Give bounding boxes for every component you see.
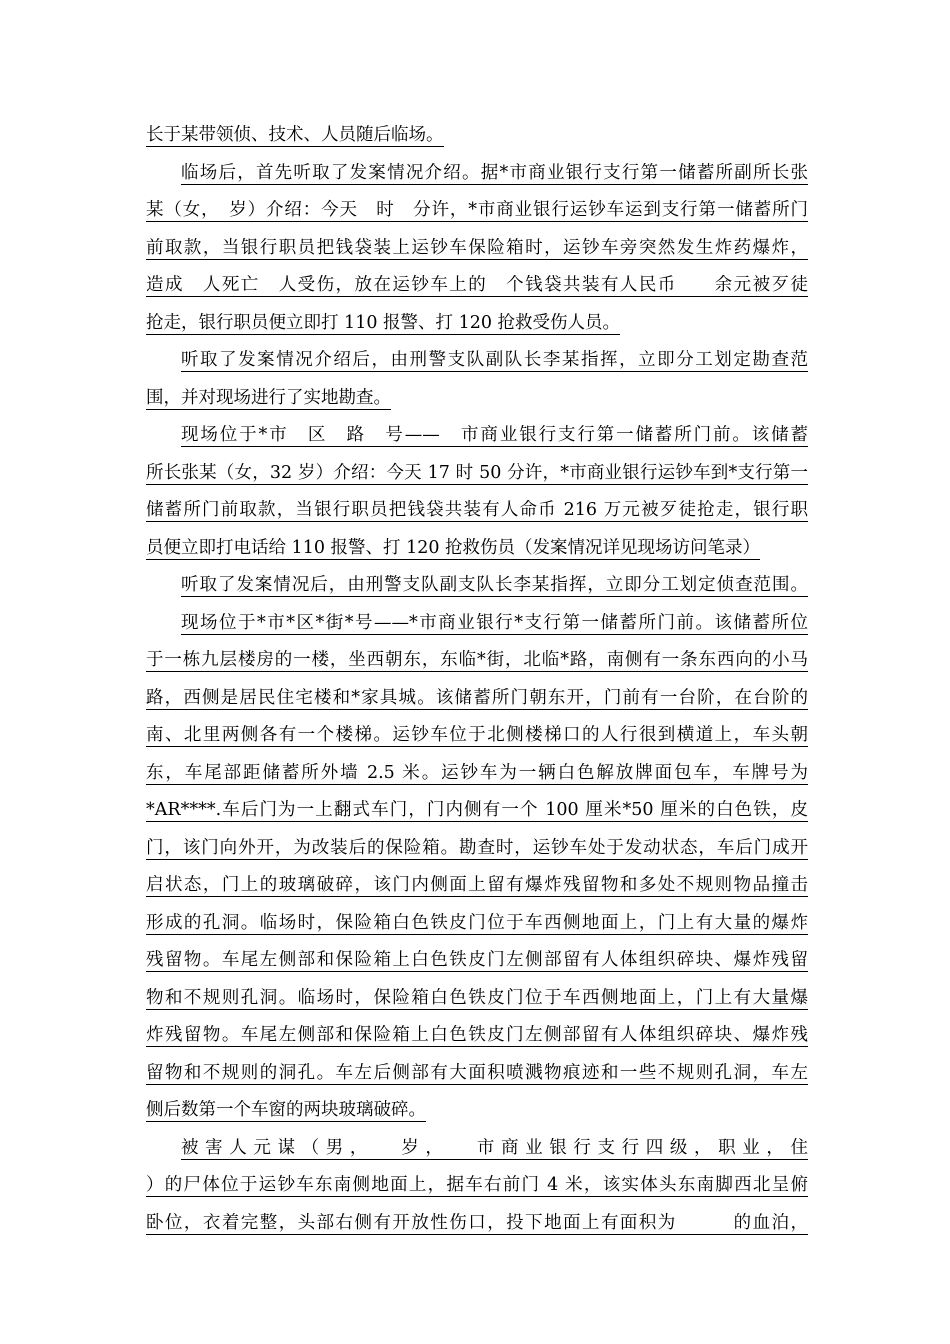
text-line [146,1205,808,1243]
text-line [146,1092,808,1130]
text-line-content: 造成 人死亡 人受伤，放在运钞车上的 个钱袋共装有人民币 余元被歹徒 [146,275,808,295]
text-line-content: 东，车尾部距储蓄所外墙 2.5 米。运钞车为一辆白色解放牌面包车，车牌号为 [146,762,808,783]
text-line-content: 临场后，首先听取了发案情况介绍。据*市商业银行支行第一储蓄所副所长张 [181,162,808,183]
text-line [146,905,808,943]
text-line-content: 残留物。车尾左侧部和保险箱上白色铁皮门左侧部留有人体组织碎块、爆炸残留 [146,950,808,970]
text-line [146,117,808,155]
text-line [146,1017,808,1055]
text-line-content: 炸残留物。车尾左侧部和保险箱上白色铁皮门左侧部留有人体组织碎块、爆炸残 [146,1025,808,1045]
text-line-content: 长于某带领侦、技术、人员随后临场。 [146,125,444,145]
text-line [146,192,808,230]
text-line [146,342,808,380]
text-line [146,230,808,268]
text-line [146,1130,808,1168]
text-line-content: 留物和不规则的洞孔。车左后侧部有大面积喷溅物痕迹和一些不规则孔洞，车左 [146,1062,808,1083]
text-line [146,792,808,830]
text-line-content: 被 害 人 元 谋 （ 男 ， 岁 ， 市 商 业 银 行 支 行 四 级 ， 职 业 ， 住 [181,1137,808,1158]
text-line [146,755,808,793]
text-line-content: 路，西侧是居民住宅楼和*家具城。该储蓄所门朝东开，门前有一台阶，在台阶的 [146,687,808,708]
text-line [146,717,808,755]
text-line [146,155,808,193]
text-line [146,567,808,605]
text-line-content: 听取了发案情况后，由刑警支队副支队长李某指挥，立即分工划定侦查范围。 [181,575,808,595]
text-line-content: *AR****.车后门为一上翻式车门，门内侧有一个 100 厘米*50 厘米的白色铁，皮 [146,800,808,820]
text-line-content: 门，该门向外开，为改装后的保险箱。勘查时，运钞车处于发动状态，车后门成开 [146,837,808,858]
text-line [146,642,808,680]
text-line-content: 物和不规则孔洞。临场时，保险箱白色铁皮门位于车西侧地面上，门上有大量爆 [146,987,808,1008]
text-line-content: 围，并对现场进行了实地勘查。 [146,387,391,408]
document-body [146,117,808,1242]
text-line-content: 形成的孔洞。临场时，保险箱白色铁皮门位于车西侧地面上，门上有大量的爆炸 [146,912,808,933]
text-line-content: 启状态，门上的玻璃破碎，该门内侧面上留有爆炸残留物和多处不规则物品撞击 [146,875,808,895]
text-line-content: 现场位于*市 区 路 号—— 市商业银行支行第一储蓄所门前。该储蓄 [181,425,808,445]
text-line-content: 侧后数第一个车窗的两块玻璃破碎。 [146,1100,426,1120]
text-line-content: ）的尸体位于运钞车东南侧地面上，据车右前门 4 米，该实体头东南脚西北呈俯 [146,1175,808,1195]
text-line-content: 听取了发案情况介绍后，由刑警支队副队长李某指挥，立即分工划定勘查范 [181,350,808,370]
text-line [146,605,808,643]
text-line-content: 某（女， 岁）介绍：今天 时 分许，*市商业银行运钞车运到支行第一储蓄所门 [146,200,808,220]
text-line [146,455,808,493]
text-line [146,830,808,868]
text-line [146,680,808,718]
text-line-content: 前取款，当银行职员把钱袋装上运钞车保险箱时，运钞车旁突然发生炸药爆炸， [146,237,808,258]
text-line [146,305,808,343]
text-line-content: 于一栋九层楼房的一楼，坐西朝东，东临*街，北临*路，南侧有一条东西向的小马 [146,650,808,670]
text-line-content: 现场位于*市*区*街*号——*市商业银行*支行第一储蓄所门前。该储蓄所位 [181,612,808,633]
text-line [146,267,808,305]
text-line [146,980,808,1018]
text-line [146,867,808,905]
text-line-content: 卧位，衣着完整，头部右侧有开放性伤口，投下地面上有面积为 的血泊， [146,1212,808,1233]
text-line [146,492,808,530]
text-line [146,1167,808,1205]
text-line [146,417,808,455]
text-line-content: 抢走，银行职员便立即打 110 报警、打 120 抢救受伤人员。 [146,312,621,333]
text-line [146,942,808,980]
text-line-content: 所长张某（女，32 岁）介绍：今天 17 时 50 分许，*市商业银行运钞车到*支行第一 [146,462,808,483]
text-line [146,380,808,418]
text-line [146,1055,808,1093]
text-line-content: 储蓄所门前取款，当银行职员把钱袋共装有人命币 216 万元被歹徒抢走，银行职 [146,500,808,520]
text-line [146,530,808,568]
text-line-content: 员便立即打电话给 110 报警、打 120 抢救伤员（发案情况详见现场访问笔录） [146,537,761,558]
text-line-content: 南、北里两侧各有一个楼梯。运钞车位于北侧楼梯口的人行很到横道上，车头朝 [146,725,808,745]
